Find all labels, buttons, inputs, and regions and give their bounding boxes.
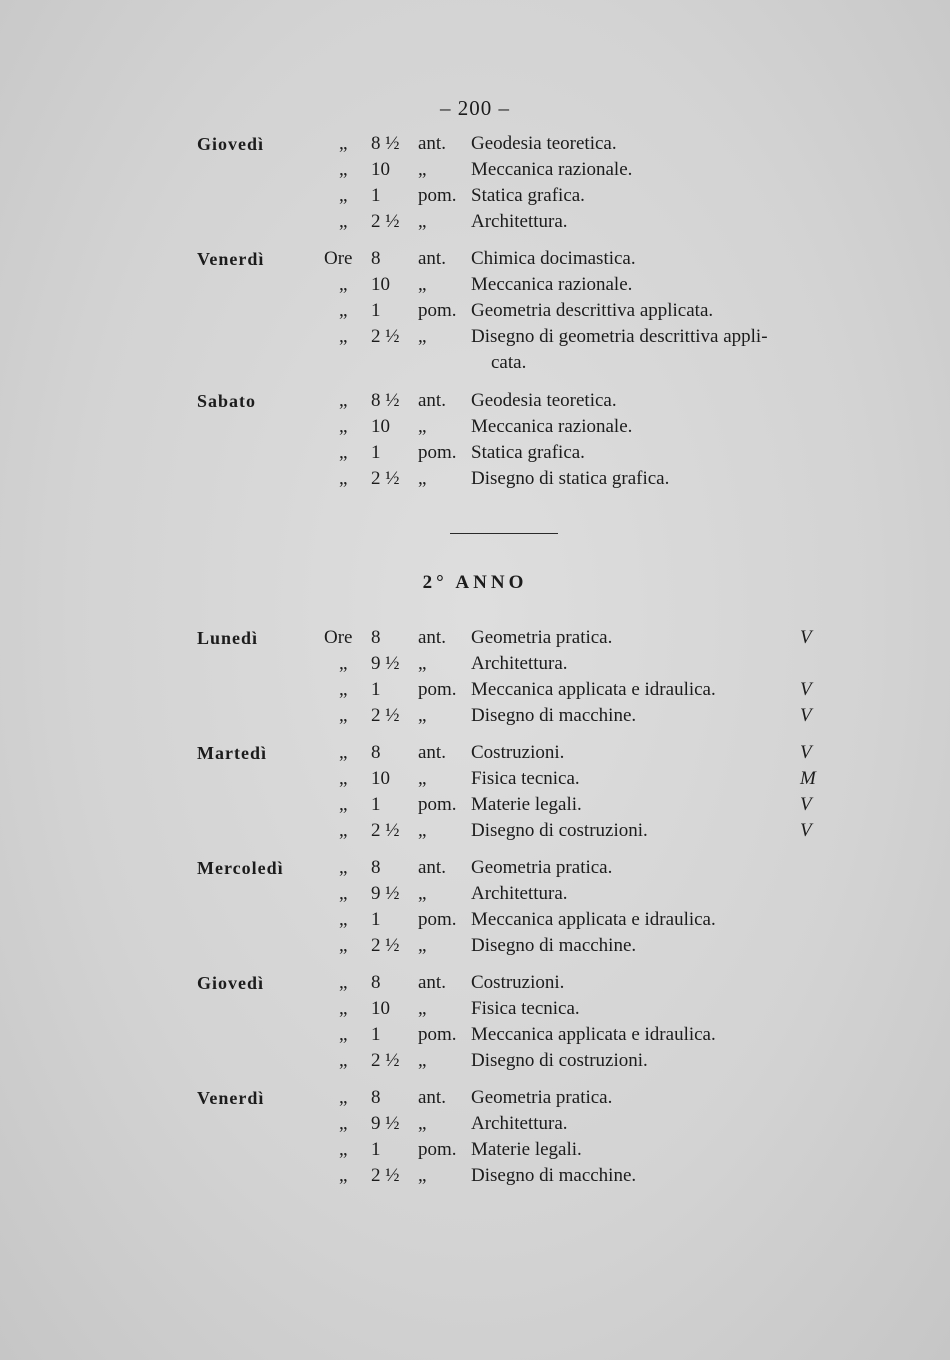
hour-value: 9 ½ [371,883,400,904]
course-name: Meccanica applicata e idraulica. [471,1024,716,1045]
hour-value: 2 ½ [371,1165,400,1186]
schedule-row [0,625,950,651]
schedule-row [0,414,950,440]
ampm-label: ant. [418,627,446,648]
ditto-mark: „ [339,133,348,154]
ampm-label: „ [418,705,427,726]
course-name: Costruzioni. [471,742,565,763]
page-number: – 200 – [440,96,510,120]
hour-value: 2 ½ [371,935,400,956]
course-name: Disegno di statica grafica. [471,468,670,489]
hour-value: 8 [371,857,381,878]
ampm-label: „ [418,211,427,232]
course-name: Fisica tecnica. [471,998,580,1019]
schedule-row [0,324,950,350]
course-name: Meccanica applicata e idraulica. [471,679,716,700]
ditto-mark: „ [339,742,348,763]
hour-value: 2 ½ [371,1050,400,1071]
day-label: Lunedì [197,628,259,648]
course-code: V [800,679,812,700]
schedule-row [0,157,950,183]
ditto-mark: „ [339,390,348,411]
schedule-row [0,350,950,376]
schedule-row [0,1085,950,1111]
course-name: Architettura. [471,211,568,232]
hour-value: 10 [371,998,390,1019]
schedule-row [0,1137,950,1163]
ampm-label: „ [418,274,427,295]
ampm-label: „ [418,159,427,180]
ditto-mark: „ [339,820,348,841]
schedule-row [0,907,950,933]
ore-label: Ore [324,248,353,269]
course-name: Fisica tecnica. [471,768,580,789]
schedule-row [0,703,950,729]
course-name: Statica grafica. [471,442,585,463]
course-name: Disegno di costruzioni. [471,820,648,841]
ore-label: Ore [324,627,353,648]
ampm-label: pom. [418,185,457,206]
course-name: Meccanica razionale. [471,416,633,437]
course-name: Geometria descrittiva applicata. [471,300,714,321]
schedule-row [0,740,950,766]
ditto-mark: „ [339,705,348,726]
ampm-label: „ [418,326,427,347]
hour-value: 8 [371,627,381,648]
hour-value: 1 [371,679,381,700]
schedule-row [0,677,950,703]
hour-value: 1 [371,442,381,463]
day-label: Sabato [197,391,257,411]
course-name: Disegno di macchine. [471,1165,637,1186]
day-label: Giovedì [197,134,265,154]
hour-value: 8 ½ [371,133,400,154]
ampm-label: „ [418,883,427,904]
ditto-mark: „ [339,909,348,930]
ampm-label: ant. [418,742,446,763]
ampm-label: „ [418,1165,427,1186]
course-name: Meccanica applicata e idraulica. [471,909,716,930]
schedule-row [0,881,950,907]
section-divider [450,533,558,534]
ditto-mark: „ [339,883,348,904]
ditto-mark: „ [339,935,348,956]
schedule-row [0,209,950,235]
course-name: Disegno di geometria descrittiva appli- [471,326,768,347]
hour-value: 10 [371,274,390,295]
schedule-row [0,440,950,466]
ditto-mark: „ [339,416,348,437]
hour-value: 1 [371,300,381,321]
hour-value: 8 [371,1087,381,1108]
ampm-label: pom. [418,442,457,463]
hour-value: 10 [371,768,390,789]
ditto-mark: „ [339,185,348,206]
course-name: Disegno di costruzioni. [471,1050,648,1071]
ditto-mark: „ [339,442,348,463]
course-code: V [800,820,812,841]
schedule-row [0,792,950,818]
course-name: Meccanica razionale. [471,274,633,295]
ampm-label: ant. [418,1087,446,1108]
ampm-label: „ [418,653,427,674]
ditto-mark: „ [339,300,348,321]
ditto-mark: „ [339,159,348,180]
hour-value: 2 ½ [371,820,400,841]
ditto-mark: „ [339,468,348,489]
schedule-row [0,933,950,959]
day-label: Venerdì [197,249,265,269]
schedule-row [0,388,950,414]
ditto-mark: „ [339,1113,348,1134]
course-name: Geometria pratica. [471,1087,613,1108]
ampm-label: „ [418,820,427,841]
course-code: V [800,705,812,726]
hour-value: 10 [371,416,390,437]
ditto-mark: „ [339,857,348,878]
ditto-mark: „ [339,1087,348,1108]
ampm-label: pom. [418,909,457,930]
day-label: Giovedì [197,973,265,993]
hour-value: 1 [371,185,381,206]
ditto-mark: „ [339,653,348,674]
hour-value: 2 ½ [371,326,400,347]
course-name: Geodesia teoretica. [471,390,617,411]
schedule-row [0,246,950,272]
ampm-label: „ [418,998,427,1019]
year-heading: 2° ANNO [422,572,528,593]
course-name: Architettura. [471,883,568,904]
hour-value: 2 ½ [371,468,400,489]
ampm-label: ant. [418,133,446,154]
ditto-mark: „ [339,768,348,789]
schedule-row [0,970,950,996]
schedule-row [0,183,950,209]
ditto-mark: „ [339,1050,348,1071]
course-name: Costruzioni. [471,972,565,993]
ampm-label: ant. [418,248,446,269]
ampm-label: „ [418,416,427,437]
hour-value: 9 ½ [371,1113,400,1134]
schedule-row [0,996,950,1022]
hour-value: 1 [371,1139,381,1160]
course-code: M [800,768,816,789]
course-name: Materie legali. [471,794,582,815]
course-name: Geometria pratica. [471,857,613,878]
ampm-label: pom. [418,679,457,700]
schedule-row [0,298,950,324]
ampm-label: ant. [418,972,446,993]
hour-value: 1 [371,909,381,930]
course-name: Meccanica razionale. [471,159,633,180]
hour-value: 2 ½ [371,211,400,232]
ditto-mark: „ [339,1024,348,1045]
ditto-mark: „ [339,679,348,700]
schedule-row [0,1048,950,1074]
course-name: Geodesia teoretica. [471,133,617,154]
ditto-mark: „ [339,794,348,815]
course-code: V [800,627,812,648]
ampm-label: ant. [418,390,446,411]
schedule-row [0,766,950,792]
course-name: Disegno di macchine. [471,705,637,726]
schedule-row [0,818,950,844]
course-code: V [800,794,812,815]
course-name: Disegno di macchine. [471,935,637,956]
schedule-row [0,1111,950,1137]
day-label: Mercoledì [197,858,284,878]
ditto-mark: „ [339,211,348,232]
ampm-label: „ [418,768,427,789]
ampm-label: „ [418,1113,427,1134]
ampm-label: ant. [418,857,446,878]
course-name: Architettura. [471,1113,568,1134]
hour-value: 8 [371,742,381,763]
ditto-mark: „ [339,274,348,295]
hour-value: 1 [371,794,381,815]
schedule-row [0,131,950,157]
hour-value: 1 [371,1024,381,1045]
hour-value: 10 [371,159,390,180]
course-name: Statica grafica. [471,185,585,206]
ampm-label: „ [418,468,427,489]
ampm-label: pom. [418,300,457,321]
day-label: Venerdì [197,1088,265,1108]
ditto-mark: „ [339,972,348,993]
schedule-row [0,466,950,492]
schedule-row [0,855,950,881]
course-name: Chimica docimastica. [471,248,636,269]
schedule-row [0,272,950,298]
course-name: Materie legali. [471,1139,582,1160]
ampm-label: pom. [418,794,457,815]
course-name: Architettura. [471,653,568,674]
ampm-label: pom. [418,1139,457,1160]
course-name: Geometria pratica. [471,627,613,648]
day-label: Martedì [197,743,267,763]
ditto-mark: „ [339,1139,348,1160]
hour-value: 2 ½ [371,705,400,726]
schedule-row [0,651,950,677]
hour-value: 9 ½ [371,653,400,674]
ampm-label: „ [418,935,427,956]
ampm-label: pom. [418,1024,457,1045]
ampm-label: „ [418,1050,427,1071]
course-code: V [800,742,812,763]
ditto-mark: „ [339,998,348,1019]
ditto-mark: „ [339,326,348,347]
schedule-row [0,1163,950,1189]
ditto-mark: „ [339,1165,348,1186]
hour-value: 8 [371,248,381,269]
hour-value: 8 [371,972,381,993]
course-name: cata. [491,352,527,373]
hour-value: 8 ½ [371,390,400,411]
schedule-row [0,1022,950,1048]
